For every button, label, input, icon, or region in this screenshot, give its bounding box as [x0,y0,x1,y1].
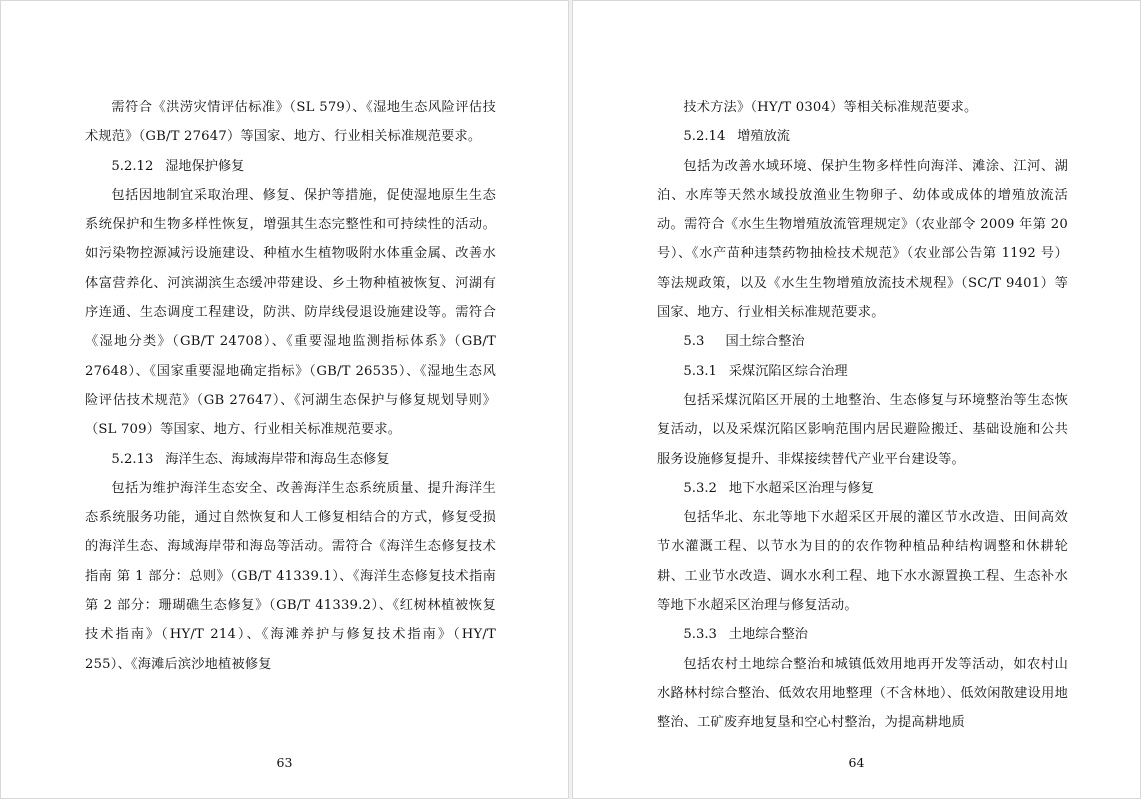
page-right [572,0,1141,799]
paragraph: 技术方法》（HY/T 0304）等相关标准规范要求。 [683,100,978,115]
section-title: 土地综合整治 [728,627,808,643]
section-heading [85,152,496,181]
page-left [0,0,569,799]
section-number: 5.2.13 [111,451,154,467]
section-number: 5.2.12 [111,158,154,174]
section-title: 增殖放流 [737,129,790,145]
page-left-content [85,93,496,738]
paragraph: 包括为维护海洋生态安全、改善海洋生态系统质量、提升海洋生态系统服务功能，通过自然恢复和人工修复相结合的方式，修复受损的海洋生态、海域海岸带和海岛等活动。需符合《海洋生态修复技术指南 第 1 部分：总则》（GB/T 41339.1）、《海洋生态修复技术指南 第 2 部分：珊瑚礁生态修复》（GB/T 41339.2）、《红树林植被恢复技术指南》（HY/T 214）、《海滩养护与修复技术指南》（HY/T 255）、《海滩后滨沙地植被修复 [85,480,496,672]
paragraph: 包括因地制宜采取治理、修复、保护等措施，促使湿地原生生态系统保护和生物多样性恢复，增强其生态完整性和可持续性的活动。如污染物控源减污设施建设、种植水生植物吸附水体重金属、改善水体富营养化、河滨湖滨生态缓冲带建设、乡土物种植被恢复、河湖有序连通、生态调度工程建设，防洪、防岸线侵退设施建设等。需符合《湿地分类》（GB/T 24708）、《重要湿地监测指标体系》（GB/T 27648）、《国家重要湿地确定指标》（GB/T 26535）、《湿地生态风险评估技术规范》（GB 27647）、《河湖生态保护与修复规划导则》（SL 709）等国家、地方、行业相关标准规范要求。 [85,187,496,438]
section-title: 湿地保护修复 [165,158,245,174]
section-title: 国土综合整治 [725,334,805,350]
paragraph: 需符合《洪涝灾情评估标准》（SL 579）、《湿地生态风险评估技术规范》（GB/T 27647）等国家、地方、行业相关标准规范要求。 [85,100,496,145]
section-heading [85,445,496,474]
section-heading [657,357,1068,386]
page-number: 64 [848,755,865,770]
paragraph: 包括采煤沉陷区开展的土地整治、生态修复与环境整治等生态恢复活动，以及采煤沉陷区影响范围内居民避险搬迁、基础设施和公共服务设施修复提升、非煤接续替代产业平台建设等。 [657,392,1068,467]
section-title: 采煤沉陷区综合治理 [728,363,848,379]
section-number: 5.2.14 [683,129,726,145]
section-heading [657,122,1068,151]
section-number: 5.3.1 [683,363,717,379]
page-number: 63 [276,755,293,770]
section-heading [657,327,1068,356]
page-right-content [657,93,1068,738]
paragraph: 包括为改善水域环境、保护生物多样性向海洋、滩涂、江河、湖泊、水库等天然水域投放渔业生物卵子、幼体或成体的增殖放流活动。需符合《水生生物增殖放流管理规定》（农业部令 2009 年第 20 号）、《水产苗种违禁药物抽检技术规范》（农业部公告第 1192 号）等法规政策，以及《水生生物增殖放流技术规程》（SC/T 9401）等国家、地方、行业相关标准规范要求。 [657,158,1068,321]
section-title: 地下水超采区治理与修复 [728,480,874,496]
section-number: 5.3.3 [683,627,717,643]
section-number: 5.3 [683,334,705,350]
section-number: 5.3.2 [683,480,717,496]
paragraph: 包括华北、东北等地下水超采区开展的灌区节水改造、田间高效节水灌溉工程、以节水为目的的农作物种植品种结构调整和休耕轮耕、工业节水改造、调水水利工程、地下水水源置换工程、生态补水等地下水超采区治理与修复活动。 [657,510,1068,614]
section-heading [657,620,1068,649]
section-heading [657,474,1068,503]
paragraph: 包括农村土地综合整治和城镇低效用地再开发等活动，如农村山水路林村综合整治、低效农用地整理（不含林地）、低效闲散建设用地整治、工矿废弃地复垦和空心村整治，为提高耕地质 [657,656,1068,731]
section-title: 海洋生态、海域海岸带和海岛生态修复 [165,451,390,467]
